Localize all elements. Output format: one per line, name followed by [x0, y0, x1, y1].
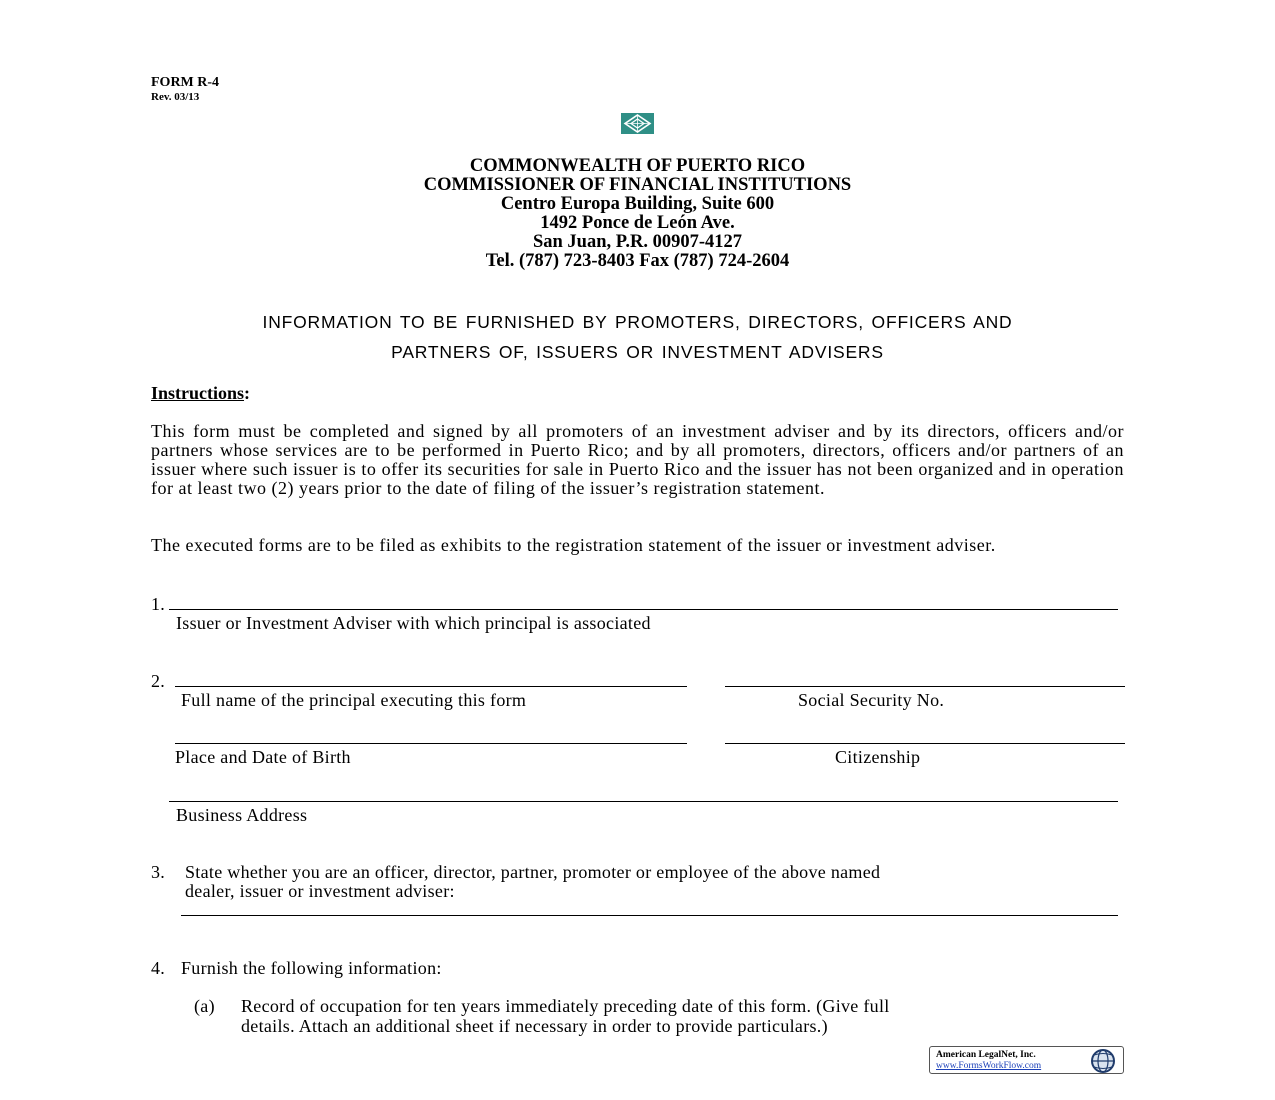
- form-title-line: INFORMATION TO BE FURNISHED BY PROMOTERS, DIRECTORS, OFFICERS AND: [262, 312, 1013, 332]
- full-name-label: Full name of the principal executing this form: [181, 690, 527, 710]
- item2-number: 2.: [151, 671, 166, 691]
- instructions-heading-text: Instructions: [151, 383, 245, 403]
- business-address-field[interactable]: [169, 801, 1118, 802]
- instructions-heading: [151, 382, 250, 404]
- agency-header: [0, 157, 1275, 271]
- publisher-name: American LegalNet, Inc.: [936, 1050, 1036, 1060]
- header-line: COMMISSIONER OF FINANCIAL INSTITUTIONS: [423, 175, 852, 195]
- header-line: 1492 Ponce de León Ave.: [540, 213, 735, 233]
- issuer-name-field[interactable]: [169, 609, 1118, 610]
- header-line: COMMONWEALTH OF PUERTO RICO: [469, 156, 806, 176]
- publisher-link[interactable]: www.FormsWorkFlow.com: [936, 1061, 1042, 1071]
- instructions-paragraph: The executed forms are to be filed as exhibits to the registration statement of the issuer or investment adviser.: [151, 535, 996, 555]
- item3-question: State whether you are an officer, director, partner, promoter or employee of the above named: [185, 862, 881, 882]
- instructions-heading-colon: :: [244, 383, 251, 403]
- ssn-field[interactable]: [725, 686, 1125, 687]
- citizenship-label: Citizenship: [835, 747, 921, 767]
- item4-sub-a-marker: (a): [194, 996, 215, 1016]
- instructions-paragraph: This form must be completed and signed by all promoters of an investment adviser and by its directors, officers and/or partners whose services are to be performed in Puerto Rico; and by all promoters, directors, officers and/or partners of an issuer where such issuer is to offer its securities for sale in Puerto Rico and the issuer has not been organized and in operation for at least two (2) years prior to the date of filing of the issuer’s registration statement.: [151, 421, 1124, 498]
- position-field[interactable]: [181, 915, 1118, 916]
- business-address-label: Business Address: [176, 805, 308, 825]
- item1-number: 1.: [151, 594, 166, 614]
- form-id: FORM R-4: [151, 75, 220, 90]
- birth-place-date-label: Place and Date of Birth: [175, 747, 351, 767]
- header-line: San Juan, P.R. 00907-4127: [532, 232, 743, 252]
- form-title: [0, 307, 1275, 367]
- item1-label: Issuer or Investment Adviser with which principal is associated: [176, 613, 651, 633]
- birth-place-date-field[interactable]: [175, 743, 687, 744]
- item4-text: Furnish the following information:: [181, 958, 442, 978]
- agency-logo-icon: [621, 113, 654, 134]
- publisher-stamp: [929, 1046, 1124, 1074]
- header-line: Centro Europa Building, Suite 600: [500, 194, 775, 214]
- item3-question: dealer, issuer or investment adviser:: [185, 881, 455, 901]
- item4-sub-a-text: details. Attach an additional sheet if necessary in order to provide particulars.): [241, 1016, 828, 1036]
- item3-number: 3.: [151, 862, 166, 882]
- ssn-label: Social Security No.: [798, 690, 945, 710]
- globe-icon: [1086, 1048, 1120, 1074]
- form-revision: Rev. 03/13: [151, 91, 200, 103]
- form-title-line: PARTNERS OF, ISSUERS OR INVESTMENT ADVISERS: [391, 342, 884, 362]
- item4-sub-a-text: Record of occupation for ten years immediately preceding date of this form. (Give full: [241, 996, 890, 1016]
- citizenship-field[interactable]: [725, 743, 1125, 744]
- item4-number: 4.: [151, 958, 166, 978]
- header-line: Tel. (787) 723-8403 Fax (787) 724-2604: [485, 251, 790, 271]
- full-name-field[interactable]: [175, 686, 687, 687]
